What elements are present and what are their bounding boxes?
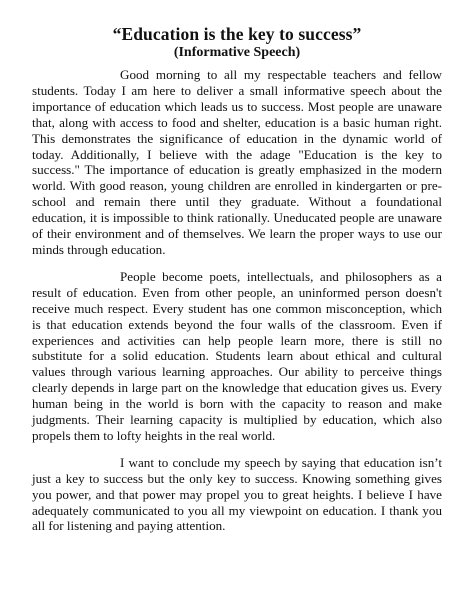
speech-title: “Education is the key to success” (112, 24, 362, 44)
document-header (0, 24, 474, 61)
paragraph-body: People become poets, intellectuals, and philosophers as a result of education. Even from other people, an uninformed person doesn't receive much respect. Every student has one common misconception, which is that education extends beyond the four walls of the classroom. Even if experiences and activities can help people learn more, there is still no substitute for a solid education. Students learn about ethical and cultural values through various learning approaches. Our ability to perceive things clearly depends in large part on the knowledge that education gives us. Every human being in the world is born with the capacity to reason and make judgments. Their learning capacity is multiplied by education, which also propels them to lofty heights in the real world. (32, 268, 442, 443)
speech-body (32, 67, 442, 534)
paragraph-introduction: Good morning to all my respectable teachers and fellow students. Today I am here to deliver a small informative speech about the importance of education which leads us to success. Most people are unaware that, along with access to food and shelter, education is a basic human right. This demonstrates the significance of education in the dynamic world of today. Additionally, I believe with the adage "Education is the key to success." The importance of education is greatly emphasized in the modern world. With good reason, young children are enrolled in kindergarten or pre-school and remain there until they graduate. Without a foundational education, it is impossible to think rationally. Uneducated people are unaware of their environment and of themselves. We learn the proper ways to use our minds through education. (32, 67, 442, 257)
speech-subtitle: (Informative Speech) (173, 45, 301, 60)
paragraph-conclusion: I want to conclude my speech by saying that education isn’t just a key to success but the only key to success. Knowing something gives you power, and that power may propel you to great heights. I believe I have adequately communicated to you all my viewpoint on education. I thank you all for listening and paying attention. (32, 454, 442, 534)
